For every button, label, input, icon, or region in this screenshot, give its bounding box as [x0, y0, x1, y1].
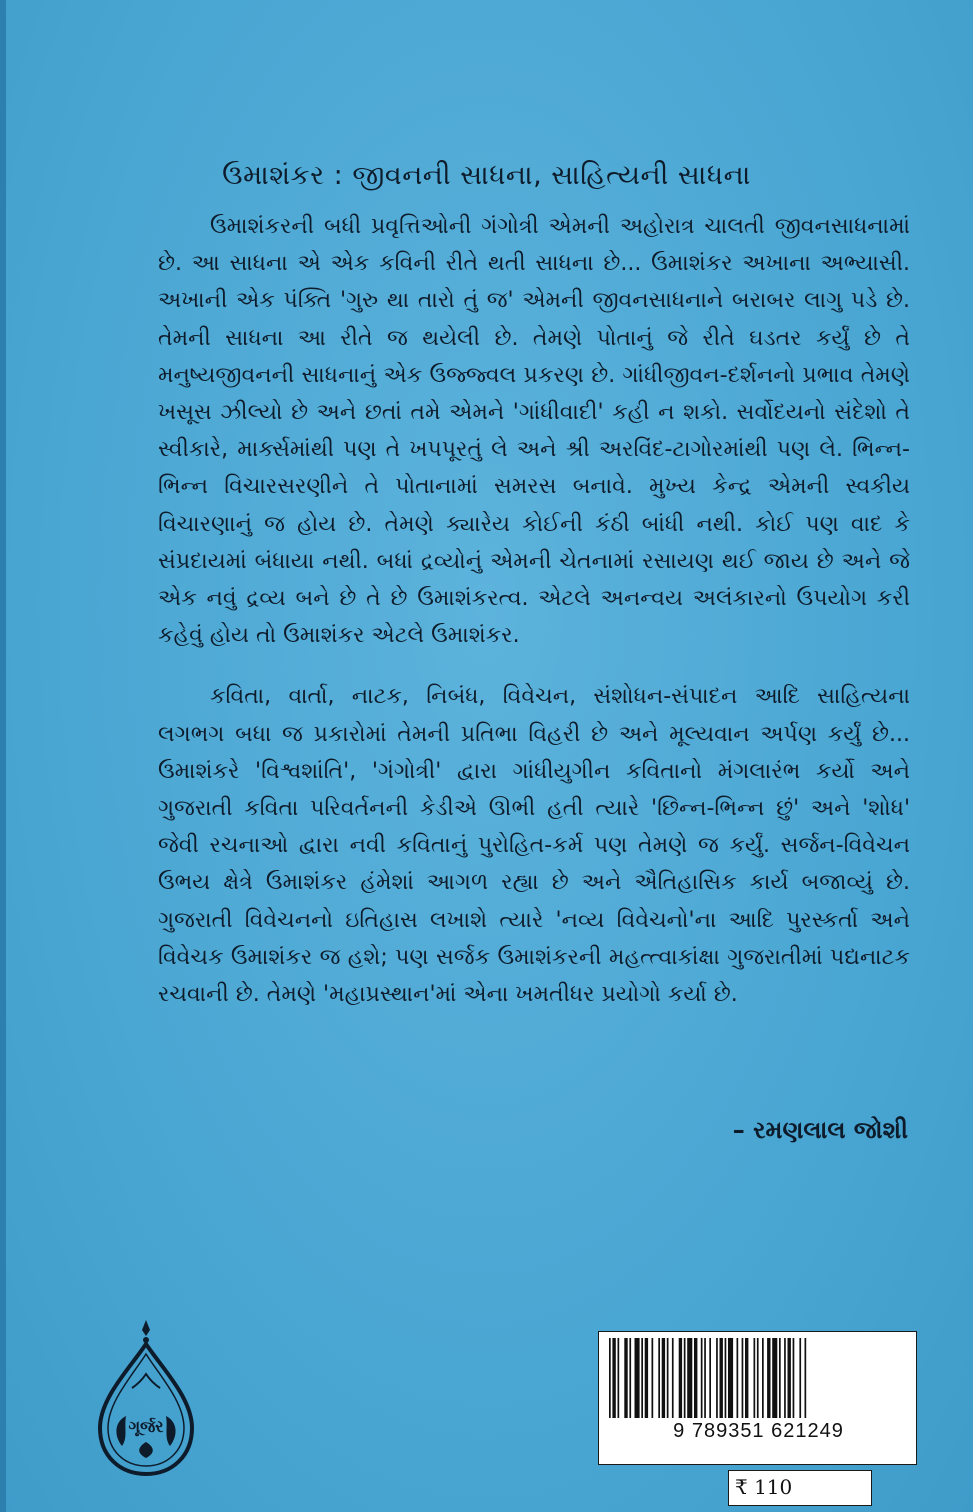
isbn-barcode — [598, 1331, 917, 1465]
blurb-paragraph-1: ઉમાશંકરની બધી પ્રવૃત્તિઓની ગંગોત્રી એમની અહોરાત્ર ચાલતી જીવનસાધનામાં છે. આ સાધના એ એક કવિની રીતે થતી સાધના છે... ઉમાશંકર અખાના અભ્યાસી. અખાની એક પંક્તિ 'ગુરુ થા તારો તું જ' એમની જીવનસાધનાને બરાબર લાગુ પડે છે. તેમની સાધના આ રીતે જ થયેલી છે. તેમણે પોતાનું જે રીતે ઘડતર કર્યું છે તે મનુષ્યજીવનની સાધનાનું એક ઉજ્જ્વલ પ્રકરણ છે. ગાંધીજીવન-દર્શનનો પ્રભાવ તેમણે ખસૂસ ઝીલ્યો છે અને છતાં તમે એમને 'ગાંધીવાદી' કહી ન શકો. સર્વોદયનો સંદેશો તે સ્વીકારે, માર્ક્સમાંથી પણ તે ખપપૂરતું લે અને શ્રી અરવિંદ-ટાગોરમાંથી પણ લે. ભિન્ન-ભિન્ન વિચારસરણીને તે પોતાનામાં સમરસ બનાવે. મુખ્ય કેન્દ્ર એમની સ્વકીય વિચારણાનું જ હોય છે. તેમણે ક્યારેય કોઈની કંઠી બાંધી નથી. કોઈ પણ વાદ કે સંપ્રદાયમાં બંધાયા નથી. બધાં દ્રવ્યોનું એમની ચેતનામાં રસાયણ થઈ જાય છે અને જે એક નવું દ્રવ્ય બને છે તે છે ઉમાશંકરત્વ. એટલે અનન્વય અલંકારનો ઉપયોગ કરી કહેવું હોય તો ઉમાશંકર એટલે ઉમાશંકર. — [158, 214, 910, 649]
blurb-title: ઉમાશંકર : જીવનની સાધના, સાહિત્યની સાધના — [222, 160, 751, 191]
blurb-paragraph-2: કવિતા, વાર્તા, નાટક, નિબંધ, વિવેચન, સંશોધન-સંપાદન આદિ સાહિત્યના લગભગ બધા જ પ્રકારોમાં તેમની પ્રતિભા વિહરી છે અને મૂલ્યવાન અર્પણ કર્યું છે... ઉમાશંકરે 'વિશ્વશાંતિ', 'ગંગોત્રી' દ્વારા ગાંધીયુગીન કવિતાનો મંગલારંભ કર્યો અને ગુજરાતી કવિતા પરિવર્તનની કેડીએ ઊભી હતી ત્યારે 'છિન્ન-ભિન્ન છું' અને 'શોધ' જેવી રચનાઓ દ્વારા નવી કવિતાનું પુરોહિત-કર્મ પણ તેમણે જ કર્યું. સર્જન-વિવેચન ઉભય ક્ષેત્રે ઉમાશંકર હંમેશાં આગળ રહ્યા છે અને ઐતિહાસિક કાર્ય બજાવ્યું છે. ગુજરાતી વિવેચનનો ઇતિહાસ લખાશે ત્યારે 'નવ્ય વિવેચનો'ના આદિ પુરસ્કર્તા અને વિવેચક ઉમાશંકર જ હશે; પણ સર્જક ઉમાશંકરની મહત્ત્વાકાંક્ષા ગુજરાતીમાં પદ્યનાટક રચવાની છે. તેમણે 'મહાપ્રસ્થાન'માં એના ખમતીધર પ્રયોગો કર્યા છે. — [158, 684, 910, 1008]
logo-text: ગૂર્જર — [128, 1417, 164, 1436]
isbn-number: 9 789351 621249 — [673, 1420, 844, 1442]
gurjar-drop-logo-icon — [92, 1318, 200, 1478]
cover-spine-edge — [0, 0, 6, 1512]
price-label: ₹ 110 — [728, 1470, 872, 1506]
blurb-body — [158, 208, 910, 1013]
barcode-bars-icon — [607, 1338, 910, 1420]
author-signature: – રમણલાલ જોશી — [732, 1116, 908, 1144]
